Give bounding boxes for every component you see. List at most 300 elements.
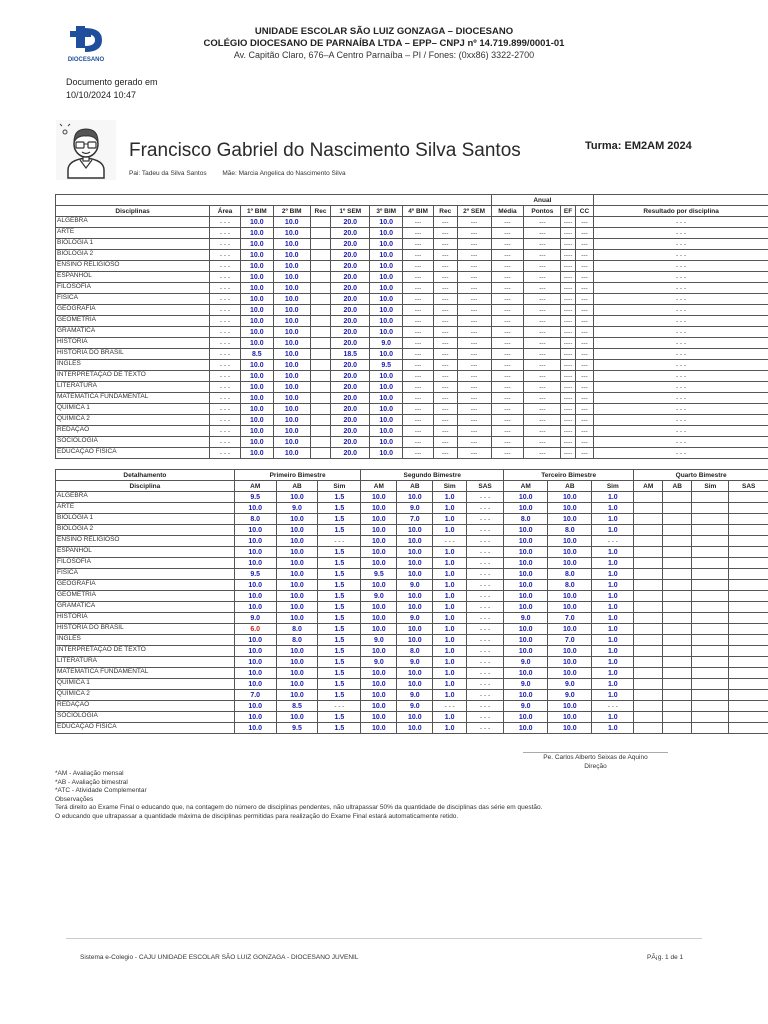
grades-cell-b4: --- [403,272,434,283]
detail-cell [634,613,663,624]
detail-cell: 1.0 [433,723,467,734]
grades-col-header: Pontos [524,206,561,217]
detail-cell: 1.0 [592,657,634,668]
grades-cell-b1: 10.0 [240,228,273,239]
detail-row [56,503,768,514]
detail-cell [692,580,729,591]
detail-cell: - - - [467,701,504,712]
detail-cell [663,591,692,602]
grades-cell-cc: --- [575,305,593,316]
detail-cell: 10.0 [397,591,433,602]
detail-row [56,635,768,646]
grades-cell-b1: 10.0 [240,437,273,448]
grades-cell-pontos: --- [524,349,561,360]
grades-cell-sem1: 20.0 [331,327,370,338]
grades-col-header: CC [575,206,593,217]
detail-row [56,657,768,668]
grades-cell-b3: 10.0 [370,349,403,360]
detail-discipline: EDUCAÇÃO FISICA [56,723,235,734]
detail-cell: 1.0 [433,679,467,690]
grades-col-header: Resultado por disciplina [594,206,768,217]
grades-cell-area: - - - [210,327,241,338]
grades-row [56,349,768,360]
detail-cell [692,712,729,723]
detail-col-header: AM [634,481,663,492]
grades-cell-b3: 10.0 [370,305,403,316]
detail-cell [663,558,692,569]
detail-cell [692,624,729,635]
grades-cell-area: - - - [210,382,241,393]
detail-discipline: GEOGRAFIA [56,580,235,591]
detail-cell: 1.0 [592,558,634,569]
grades-cell-resultado: - - - [594,382,768,393]
grades-cell-b2: 10.0 [273,228,310,239]
grades-cell-sem2: --- [457,294,491,305]
group-header-2: Segundo Bimestre [361,470,504,481]
detail-row [56,668,768,679]
grades-discipline: EDUCAÇÃO FISICA [56,448,210,459]
grades-discipline: ALGEBRA [56,217,210,228]
grades-cell-b4: --- [403,448,434,459]
detail-row [56,514,768,525]
grades-discipline: BIOLOGIA 1 [56,239,210,250]
grades-cell-b4: --- [403,217,434,228]
detail-cell: 1.5 [318,580,361,591]
detail-cell: 10.0 [276,536,318,547]
grades-cell-pontos: --- [524,338,561,349]
grades-cell-sem2: --- [457,404,491,415]
detail-cell: 1.0 [592,602,634,613]
note-line: O educando que ultrapassar a quantidade máxima de disciplinas permitidas para realização do Exame Final estará automaticamente retido. [55,812,459,820]
detail-cell: 10.0 [234,602,276,613]
detail-cell [729,558,768,569]
grades-cell-b2: 10.0 [273,415,310,426]
detail-cell: 1.0 [592,580,634,591]
grades-row [56,305,768,316]
detail-cell: 1.5 [318,657,361,668]
grades-cell-b2: 10.0 [273,305,310,316]
grades-cell-pontos: --- [524,272,561,283]
grades-cell-area: - - - [210,349,241,360]
grades-cell-area: - - - [210,404,241,415]
grades-cell-ef: ---- [561,426,575,437]
grades-cell-resultado: - - - [594,437,768,448]
grades-cell-media: --- [491,283,524,294]
grades-cell-sem1: 20.0 [331,305,370,316]
detail-cell: - - - [318,536,361,547]
grades-cell-b1: 10.0 [240,316,273,327]
grades-row [56,404,768,415]
grades-cell-pontos: --- [524,382,561,393]
generated-label: Documento gerado em [66,77,158,87]
grades-cell-sem2: --- [457,382,491,393]
detail-cell: 9.5 [234,492,276,503]
detail-cell: 10.0 [504,646,548,657]
grades-cell-pontos: --- [524,415,561,426]
detail-cell: 10.0 [361,602,397,613]
grades-cell-sem1: 20.0 [331,360,370,371]
detail-cell: 10.0 [504,591,548,602]
grades-table [55,194,768,459]
detail-discipline: BIOLOGIA 1 [56,514,235,525]
grades-cell-b3: 10.0 [370,393,403,404]
grades-cell-b3: 10.0 [370,217,403,228]
grades-cell-area: - - - [210,272,241,283]
grades-cell-pontos: --- [524,448,561,459]
grades-cell-sem1: 20.0 [331,426,370,437]
detail-row [56,701,768,712]
detail-cell: 10.0 [234,558,276,569]
detail-cell [663,723,692,734]
detail-cell [692,657,729,668]
detail-cell: 10.0 [397,712,433,723]
grades-cell-ef: ---- [561,294,575,305]
grades-cell-resultado: - - - [594,250,768,261]
grades-cell-cc: --- [575,283,593,294]
grades-discipline: ENSINO RELIGIOSO [56,261,210,272]
grades-cell-sem2: --- [457,228,491,239]
grades-cell-rec2: --- [433,272,457,283]
detail-cell: 1.0 [592,668,634,679]
detail-cell: - - - [318,701,361,712]
grades-cell-ef: ---- [561,261,575,272]
detail-cell: 10.0 [234,503,276,514]
grades-cell-b3: 10.0 [370,239,403,250]
logo-text: DIOCESANO [67,57,105,63]
detail-cell: 10.0 [276,679,318,690]
detail-cell: 1.5 [318,558,361,569]
detail-cell: 8.0 [504,514,548,525]
detail-cell: 9.0 [397,657,433,668]
detail-cell: 10.0 [361,580,397,591]
detail-cell [634,624,663,635]
signature-name: Pe. Carlos Alberto Seixas de Aquino [543,754,648,761]
detail-cell [729,514,768,525]
detail-cell: 9.0 [276,503,318,514]
grades-cell-rec2: --- [433,415,457,426]
grades-row [56,327,768,338]
detail-row [56,679,768,690]
grades-cell-media: --- [491,415,524,426]
grades-cell-sem2: --- [457,415,491,426]
detail-cell [634,679,663,690]
detail-cell: 7.0 [548,613,592,624]
detail-cell [729,591,768,602]
grades-cell-sem2: --- [457,327,491,338]
grades-cell-b3: 9.0 [370,338,403,349]
detail-cell [692,668,729,679]
detail-cell [663,613,692,624]
detail-cell: 1.0 [433,547,467,558]
grades-cell-pontos: --- [524,360,561,371]
detail-cell [634,712,663,723]
father-name: Pai: Tadeu da Silva Santos [129,170,207,177]
detail-cell: 10.0 [234,635,276,646]
grades-discipline: QUIMICA 1 [56,404,210,415]
grades-cell-b1: 10.0 [240,294,273,305]
grades-cell-pontos: --- [524,250,561,261]
grades-cell-cc: --- [575,239,593,250]
grades-cell-ef: ---- [561,437,575,448]
generated-datetime: 10/10/2024 10:47 [66,90,137,100]
grades-cell-media: --- [491,426,524,437]
grades-cell-rec1 [310,338,331,349]
detail-disciplina-header: Disciplina [56,481,235,492]
grades-cell-media: --- [491,360,524,371]
detail-cell: - - - [467,657,504,668]
detail-cell: 1.5 [318,646,361,657]
grades-cell-cc: --- [575,316,593,327]
grades-cell-pontos: --- [524,371,561,382]
grades-row [56,228,768,239]
grades-cell-b3: 10.0 [370,228,403,239]
detail-row [56,525,768,536]
detail-discipline: REDAÇÃO [56,701,235,712]
grades-cell-b4: --- [403,261,434,272]
grades-row [56,294,768,305]
grades-cell-cc: --- [575,415,593,426]
detail-cell: - - - [467,492,504,503]
grades-cell-rec1 [310,371,331,382]
grades-cell-b1: 10.0 [240,404,273,415]
grades-cell-sem1: 20.0 [331,239,370,250]
grades-cell-b3: 10.0 [370,327,403,338]
grades-cell-media: --- [491,239,524,250]
grades-cell-rec2: --- [433,217,457,228]
detail-cell [692,569,729,580]
detail-discipline: HISTORIA DO BRASIL [56,624,235,635]
student-name: Francisco Gabriel do Nascimento Silva Santos [129,140,521,161]
student-avatar-icon [56,120,116,180]
detail-cell: 8.0 [548,525,592,536]
detail-cell: 10.0 [504,624,548,635]
detail-col-header: Sim [433,481,467,492]
detail-cell [729,690,768,701]
detail-cell: 10.0 [397,536,433,547]
detail-cell [729,701,768,712]
detail-cell: 10.0 [548,492,592,503]
detail-cell: 10.0 [548,701,592,712]
grades-row [56,338,768,349]
grades-cell-b2: 10.0 [273,371,310,382]
grades-cell-sem2: --- [457,371,491,382]
detail-cell: 10.0 [361,646,397,657]
grades-row [56,217,768,228]
grades-cell-rec2: --- [433,404,457,415]
grades-cell-rec1 [310,382,331,393]
detail-cell: 1.5 [318,602,361,613]
grades-cell-b3: 10.0 [370,316,403,327]
detail-col-header: Sim [592,481,634,492]
grades-cell-b3: 10.0 [370,283,403,294]
grades-cell-ef: ---- [561,327,575,338]
grades-cell-ef: ---- [561,305,575,316]
detail-cell: 1.0 [592,723,634,734]
grades-cell-rec1 [310,228,331,239]
grades-cell-rec1 [310,261,331,272]
grades-cell-rec2: --- [433,283,457,294]
grades-cell-pontos: --- [524,261,561,272]
grades-cell-sem2: --- [457,261,491,272]
grades-cell-rec1 [310,360,331,371]
detail-cell: 1.0 [433,492,467,503]
grades-cell-b1: 10.0 [240,217,273,228]
grades-cell-area: - - - [210,437,241,448]
grades-cell-sem1: 20.0 [331,404,370,415]
detail-cell: 10.0 [397,602,433,613]
grades-cell-cc: --- [575,382,593,393]
detail-cell [692,679,729,690]
grades-cell-sem1: 18.5 [331,349,370,360]
detail-cell [663,657,692,668]
detail-cell [634,558,663,569]
detail-cell [692,646,729,657]
grades-cell-ef: ---- [561,448,575,459]
detail-cell: 10.0 [361,613,397,624]
grades-cell-resultado: - - - [594,272,768,283]
detail-cell: - - - [592,701,634,712]
grades-cell-b3: 10.0 [370,448,403,459]
grades-cell-cc: --- [575,228,593,239]
detail-cell: 10.0 [276,657,318,668]
grades-cell-b2: 10.0 [273,250,310,261]
grades-discipline: HISTORIA [56,338,210,349]
detail-cell [663,580,692,591]
grades-row [56,360,768,371]
grades-cell-ef: ---- [561,371,575,382]
grades-col-header: 1º SEM [331,206,370,217]
detail-col-header: AB [276,481,318,492]
grades-cell-media: --- [491,294,524,305]
detail-cell: 1.0 [433,613,467,624]
grades-cell-b2: 10.0 [273,338,310,349]
detail-col-header: AB [663,481,692,492]
detail-cell: 1.5 [318,723,361,734]
detail-cell: 1.0 [433,668,467,679]
grades-cell-b3: 10.0 [370,272,403,283]
detail-cell [729,613,768,624]
grades-cell-sem1: 20.0 [331,294,370,305]
grades-cell-cc: --- [575,272,593,283]
detail-cell: - - - [467,690,504,701]
grades-cell-rec2: --- [433,393,457,404]
grades-cell-ef: ---- [561,228,575,239]
detail-cell: 10.0 [548,624,592,635]
detail-cell: 10.0 [361,723,397,734]
detail-discipline: ENSINO RELIGIOSO [56,536,235,547]
grades-cell-rec1 [310,327,331,338]
grades-cell-sem1: 20.0 [331,261,370,272]
grades-cell-media: --- [491,371,524,382]
detail-cell: 10.0 [234,525,276,536]
annual-header: Anual [491,195,594,206]
grades-cell-resultado: - - - [594,217,768,228]
detail-cell [663,679,692,690]
detail-cell: 1.0 [433,558,467,569]
detail-cell: 7.0 [234,690,276,701]
grades-cell-rec2: --- [433,261,457,272]
parents-info [129,170,360,177]
grades-row [56,448,768,459]
detail-cell: 1.0 [433,712,467,723]
grades-row [56,415,768,426]
grades-cell-pontos: --- [524,404,561,415]
grades-cell-b3: 10.0 [370,415,403,426]
grades-discipline: FILOSOFIA [56,283,210,294]
detail-cell [663,635,692,646]
detail-cell: - - - [467,668,504,679]
detail-cell: 1.0 [592,679,634,690]
detail-cell: 10.0 [361,492,397,503]
detail-cell: 10.0 [234,547,276,558]
grades-cell-b2: 10.0 [273,437,310,448]
grades-cell-area: - - - [210,338,241,349]
detail-cell [729,580,768,591]
detail-discipline: MATEMATICA FUNDAMENTAL [56,668,235,679]
detail-cell [729,492,768,503]
detail-cell: 8.5 [276,701,318,712]
detail-cell: 8.0 [548,580,592,591]
detail-cell: 1.0 [592,712,634,723]
detail-cell: 8.0 [276,635,318,646]
grades-col-header: Rec [433,206,457,217]
grades-discipline: REDAÇÃO [56,426,210,437]
detail-col-header: AM [361,481,397,492]
grades-cell-media: --- [491,349,524,360]
grades-cell-media: --- [491,228,524,239]
detail-cell: 10.0 [276,569,318,580]
grades-cell-resultado: - - - [594,261,768,272]
detail-cell: - - - [467,558,504,569]
grades-cell-media: --- [491,272,524,283]
company-line: COLÉGIO DIOCESANO DE PARNAÍBA LTDA – EPP– CNPJ nº 14.719.899/0001-01 [203,38,565,49]
detail-cell: 10.0 [234,536,276,547]
detail-cell: 10.0 [504,536,548,547]
detail-row [56,580,768,591]
grades-cell-pontos: --- [524,426,561,437]
grades-cell-b1: 8.5 [240,349,273,360]
grades-row [56,283,768,294]
detail-cell: 9.0 [504,679,548,690]
class-label: Turma: EM2AM 2024 [585,140,692,152]
detail-col-header: AB [397,481,433,492]
detail-cell: - - - [467,569,504,580]
detail-cell: 1.0 [433,690,467,701]
detail-cell: 10.0 [548,591,592,602]
grades-cell-rec1 [310,294,331,305]
detail-discipline: ALGEBRA [56,492,235,503]
detail-cell: 1.5 [318,547,361,558]
detail-cell: - - - [467,525,504,536]
detail-cell [634,525,663,536]
grades-cell-cc: --- [575,349,593,360]
grades-cell-rec1 [310,217,331,228]
grades-col-header: Média [491,206,524,217]
grades-cell-sem2: --- [457,426,491,437]
grades-cell-cc: --- [575,338,593,349]
grades-cell-media: --- [491,382,524,393]
detail-cell: 1.5 [318,514,361,525]
grades-cell-sem1: 20.0 [331,228,370,239]
detail-cell: 10.0 [234,701,276,712]
detail-discipline: HISTORIA [56,613,235,624]
grades-cell-pontos: --- [524,327,561,338]
grades-cell-rec2: --- [433,327,457,338]
grades-cell-b2: 10.0 [273,393,310,404]
grades-cell-sem1: 20.0 [331,272,370,283]
grades-cell-b2: 10.0 [273,349,310,360]
detail-cell: 10.0 [548,723,592,734]
